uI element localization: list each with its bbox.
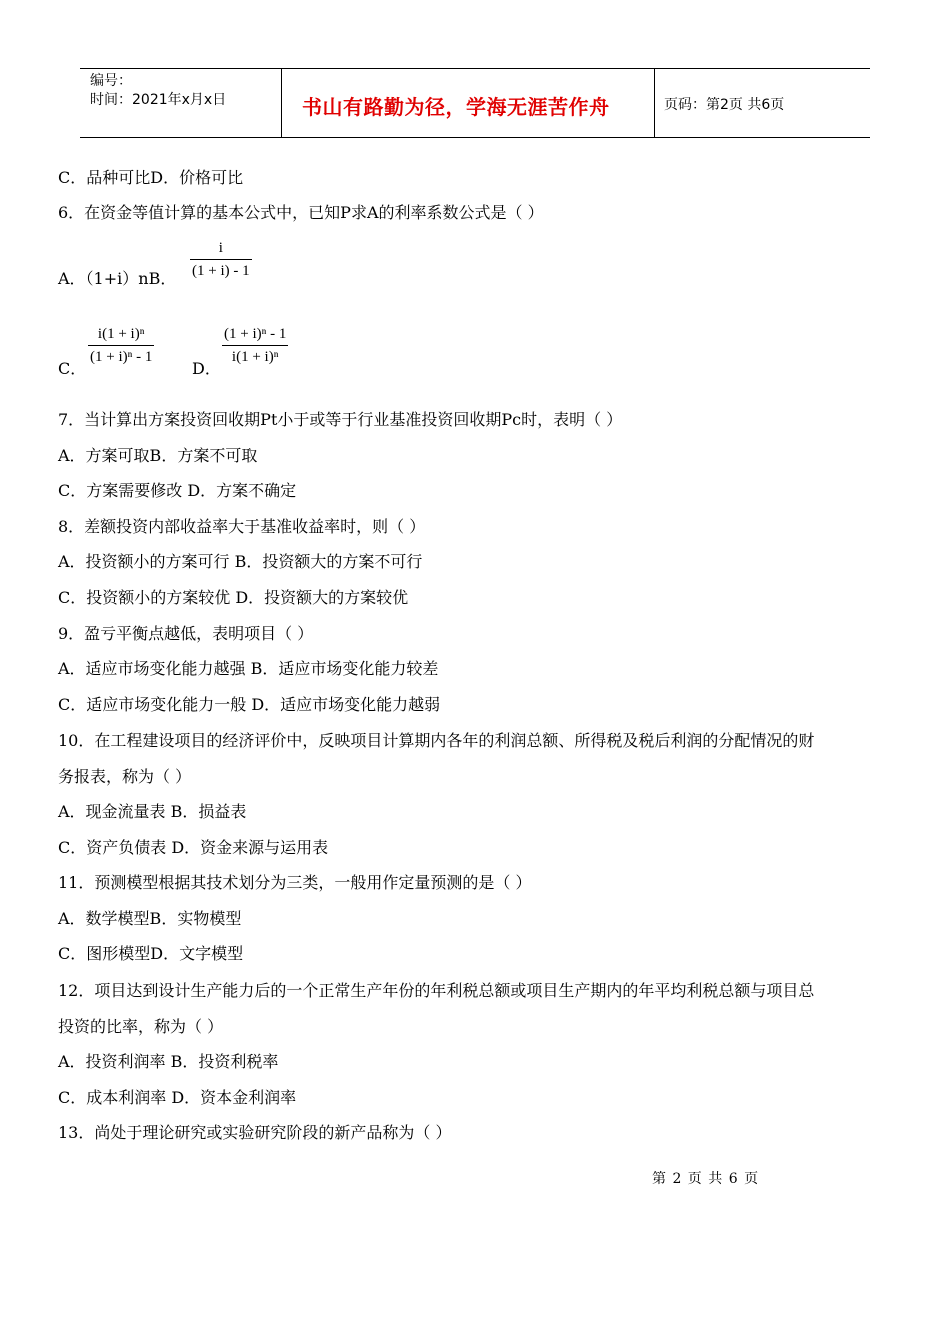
question-12-cont: 投资的比率，称为（ ） (58, 1017, 224, 1036)
page-footer: 第 2 页 共 6 页 (652, 1171, 760, 1187)
option-c-label: C． (58, 359, 87, 378)
formula-b-numerator: i (190, 240, 252, 260)
option-line: A．适应市场变化能力越强 B．适应市场变化能力较差 (58, 659, 439, 678)
option-line: C．图形模型D．文字模型 (58, 944, 244, 963)
option-line: A．（1+i）nB． (58, 269, 177, 288)
option-line: C．品种可比D．价格可比 (58, 168, 244, 187)
formula-c (88, 326, 154, 366)
option-d-label: D． (192, 359, 221, 378)
formula-c-denominator: (1 + i)ⁿ - 1 (90, 349, 153, 365)
question-10: 10．在工程建设项目的经济评价中，反映项目计算期内各年的利润总额、所得税及税后利润的分配情况的财 (58, 731, 815, 750)
formula-c-numerator: i(1 + i)ⁿ (88, 326, 154, 346)
header-motto: 书山有路勤为径，学海无涯苦作舟 (302, 95, 610, 119)
question-8: 8．差额投资内部收益率大于基准收益率时，则（ ） (58, 517, 426, 536)
option-line: C．成本利润率 D．资本金利润率 (58, 1088, 297, 1107)
option-line: A．数学模型B．实物模型 (58, 909, 242, 928)
option-line: A．现金流量表 B．损益表 (58, 802, 247, 821)
option-line: C．资产负债表 D．资金来源与运用表 (58, 838, 329, 857)
formula-d-denominator: i(1 + i)ⁿ (231, 349, 279, 365)
option-line: A．方案可取B．方案不可取 (58, 446, 258, 465)
option-line: C．适应市场变化能力一般 D．适应市场变化能力越弱 (58, 695, 441, 714)
option-line: C．投资额小的方案较优 D．投资额大的方案较优 (58, 588, 409, 607)
option-line: A．投资额小的方案可行 B．投资额大的方案不可行 (58, 552, 423, 571)
option-line: C．方案需要修改 D．方案不确定 (58, 481, 297, 500)
question-7: 7．当计算出方案投资回收期Pt小于或等于行业基准投资回收期Pc时，表明（ ） (58, 410, 623, 429)
question-13: 13．尚处于理论研究或实验研究阶段的新产品称为（ ） (58, 1123, 452, 1142)
formula-b-denominator: (1 + i) - 1 (192, 263, 250, 279)
page-header (80, 68, 870, 138)
question-9: 9．盈亏平衡点越低，表明项目（ ） (58, 624, 314, 643)
header-divider (654, 69, 655, 137)
formula-d (222, 326, 288, 366)
question-6: 6．在资金等值计算的基本公式中，已知P求A的利率系数公式是（ ） (58, 203, 544, 222)
question-11: 11．预测模型根据其技术划分为三类，一般用作定量预测的是（ ） (58, 873, 532, 892)
option-line: A．投资利润率 B．投资利税率 (58, 1052, 279, 1071)
header-divider (281, 69, 282, 137)
formula-d-numerator: (1 + i)ⁿ - 1 (222, 326, 288, 346)
number-label: 编号： (90, 73, 132, 89)
header-meta (90, 72, 226, 110)
question-12: 12．项目达到设计生产能力后的一个正常生产年份的年利税总额或项目生产期内的年平均利税总额与项目总 (58, 981, 815, 1000)
time-label: 时间：2021年x月x日 (90, 92, 227, 108)
question-10-cont: 务报表，称为（ ） (58, 767, 192, 786)
header-page-number: 页码：第2页 共6页 (664, 97, 785, 113)
formula-b (190, 240, 252, 280)
